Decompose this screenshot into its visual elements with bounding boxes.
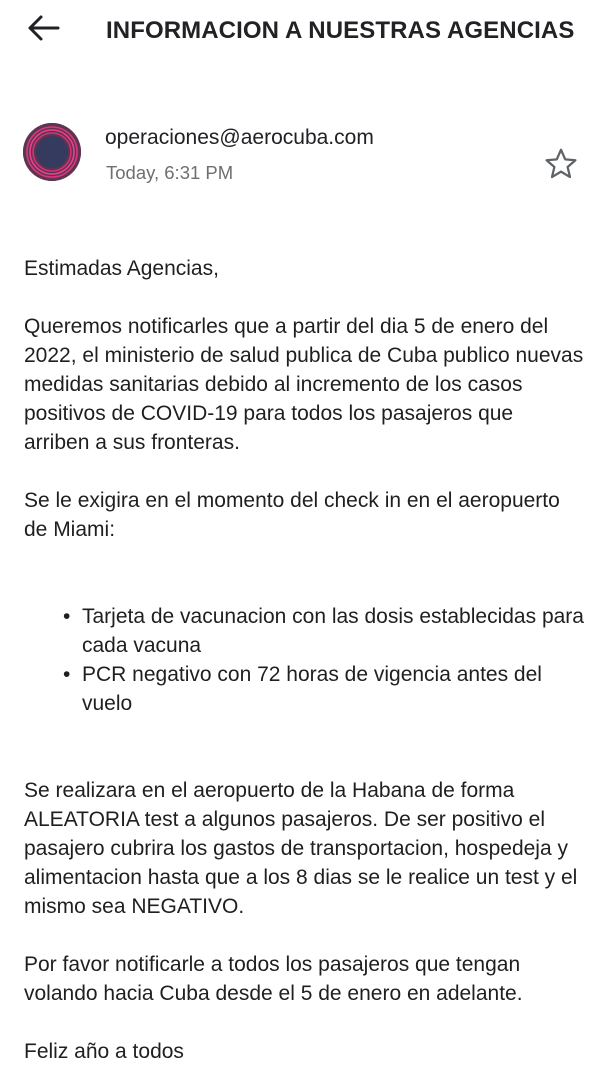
paragraph-notice: Queremos notificarles que a partir del dia 5 de enero del 2022, el ministerio de salud publica de Cuba publico nuevas medidas sanitarias debido al incremento de los casos positivos de COVID-19 para todos los pasajeros que arriben a sus fronteras. — [24, 315, 584, 454]
paragraph-requirements-intro: Se le exigira en el momento del check in en el aeropuerto de Miami: — [24, 489, 560, 541]
email-timestamp: Today, 6:31 PM — [106, 162, 234, 183]
star-outline-icon — [543, 146, 579, 182]
star-button[interactable] — [543, 146, 579, 182]
arrow-left-icon — [28, 14, 60, 42]
greeting: Estimadas Agencias, — [24, 257, 219, 280]
app-header — [0, 0, 602, 100]
list-item: • Tarjeta de vacunacion con las dosis establecidas para cada vacuna — [82, 602, 584, 660]
sender-email: operaciones@aerocuba.com — [105, 126, 374, 149]
list-item: • PCR negativo con 72 horas de vigencia antes del vuelo — [82, 660, 584, 718]
sender-info — [0, 118, 602, 188]
email-body — [24, 254, 584, 1066]
paragraph-random-test: Se realizara en el aeropuerto de la Habana de forma ALEATORIA test a algunos pasajeros. De ser positivo el pasajero cubrira los gastos de transportacion, hospedeja y alimentacion hasta que a los 8 dias se le realice un test y el mismo sea NEGATIVO. — [24, 779, 578, 918]
back-button[interactable] — [26, 10, 62, 46]
sender-avatar[interactable] — [23, 123, 81, 181]
closing: Feliz año a todos — [24, 1040, 184, 1063]
requirements-list — [24, 602, 584, 718]
paragraph-notify: Por favor notificarle a todos los pasajeros que tengan volando hacia Cuba desde el 5 de enero en adelante. — [24, 953, 523, 1005]
avatar-circles-icon — [23, 123, 81, 181]
email-subject: INFORMACION A NUESTRAS AGENCIAS — [106, 17, 575, 44]
